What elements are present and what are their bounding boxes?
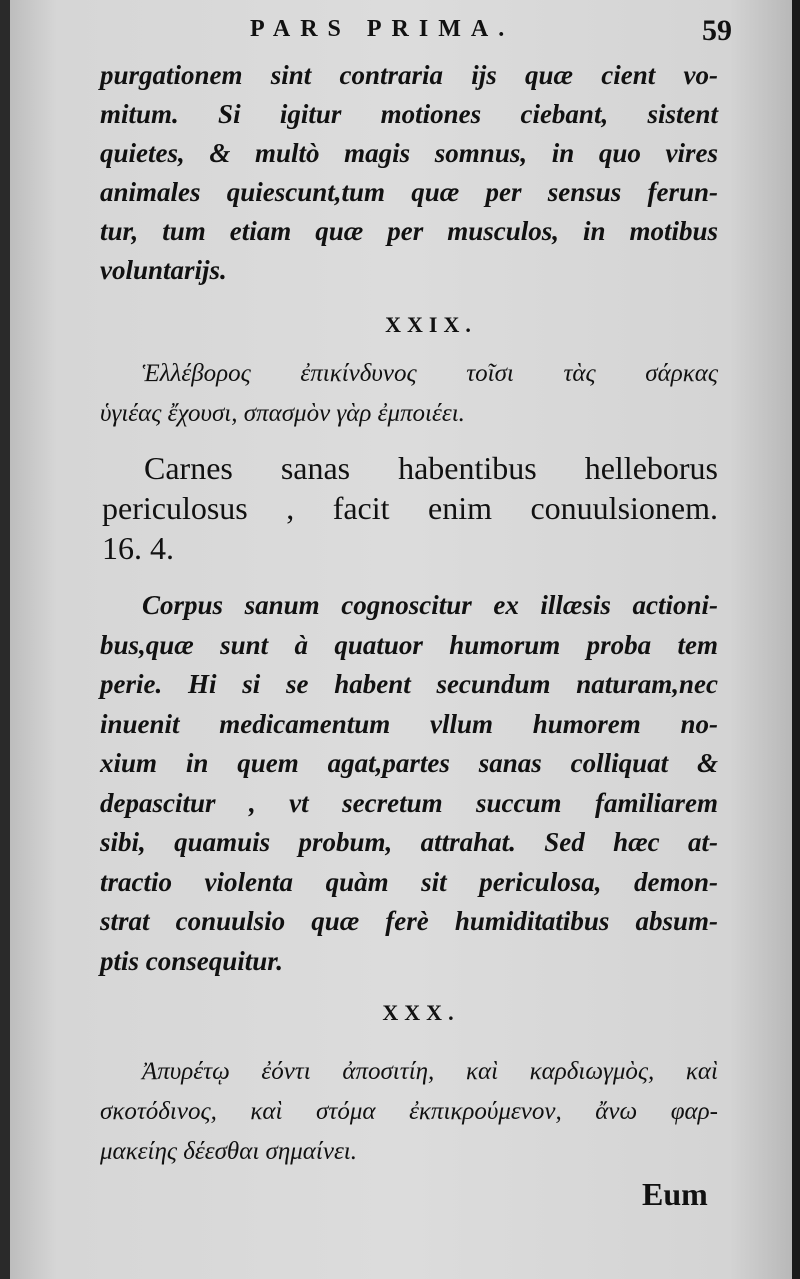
aphorism-30-numeral: XXX. xyxy=(382,1000,460,1025)
greek-line: μακείης δέεσθαι σημαίνει. xyxy=(100,1138,358,1165)
latin-line: periculosus , facit enim conuulsionem. xyxy=(102,490,718,526)
text-line: quietes, & multò magis somnus, in quo vires xyxy=(100,138,718,168)
text-line: tractio violenta quàm sit periculosa, demon- xyxy=(100,866,718,897)
catchword: Eum xyxy=(642,1176,708,1212)
text-line: depascitur , vt secretum succum familiarem xyxy=(100,787,718,818)
aphorism-29-greek xyxy=(100,354,718,434)
greek-line: Ἀπυρέτῳ ἐόντι ἀποσιτίη, καὶ καρδιωγμὸς, καὶ xyxy=(142,1058,718,1085)
text-line: bus,quæ sunt à quatuor humorum proba tem xyxy=(100,629,718,660)
greek-line: Ἑλλέβορος ἐπικίνδυνος τοῖσι τὰς σάρκας xyxy=(142,360,718,387)
aphorism-29-numeral: XXIX. xyxy=(385,312,477,337)
text-line: xium in quem agat,partes sanas colliquat & xyxy=(100,748,718,778)
latin-line: Carnes sanas habentibus helleborus xyxy=(144,450,718,486)
text-line: tur, tum etiam quæ per musculos, in motibus xyxy=(100,216,718,246)
text-line: perie. Hi si se habent secundum naturam,nec xyxy=(100,669,718,699)
section-1-text xyxy=(100,56,718,290)
book-page xyxy=(10,0,792,1279)
text-line: voluntarijs. xyxy=(100,255,227,285)
greek-line: σκοτόδινος, καὶ στόμα ἐκπικρούμενον, ἄνω φαρ- xyxy=(100,1098,718,1125)
text-line: animales quiescunt,tum quæ per sensus ferun- xyxy=(100,177,718,207)
text-line: purgationem sint contraria ijs quæ cient vo- xyxy=(100,60,718,90)
running-head: PARS PRIMA. xyxy=(250,16,515,42)
aphorism-29-latin xyxy=(102,448,718,568)
text-line: ptis consequitur. xyxy=(100,945,284,976)
text-line: inuenit medicamentum vllum humorem no- xyxy=(100,708,718,739)
text-line: sibi, quamuis probum, attrahat. Sed hæc at- xyxy=(100,827,718,857)
aphorism-30-greek xyxy=(100,1052,718,1172)
page-number: 59 xyxy=(702,14,732,47)
cross-reference: 16. 4. xyxy=(102,530,174,566)
text-line: Corpus sanum cognoscitur ex illæsis actioni- xyxy=(142,590,718,620)
book-spine-shadow xyxy=(0,0,10,1279)
text-line: mitum. Si igitur motiones ciebant, sistent xyxy=(100,99,718,129)
greek-line: ὑγιέας ἔχουσι, σπασμὸν γὰρ ἐμποιέει. xyxy=(100,400,465,427)
text-line: strat conuulsio quæ ferè humiditatibus absum- xyxy=(100,906,718,936)
commentary-29 xyxy=(100,586,718,981)
